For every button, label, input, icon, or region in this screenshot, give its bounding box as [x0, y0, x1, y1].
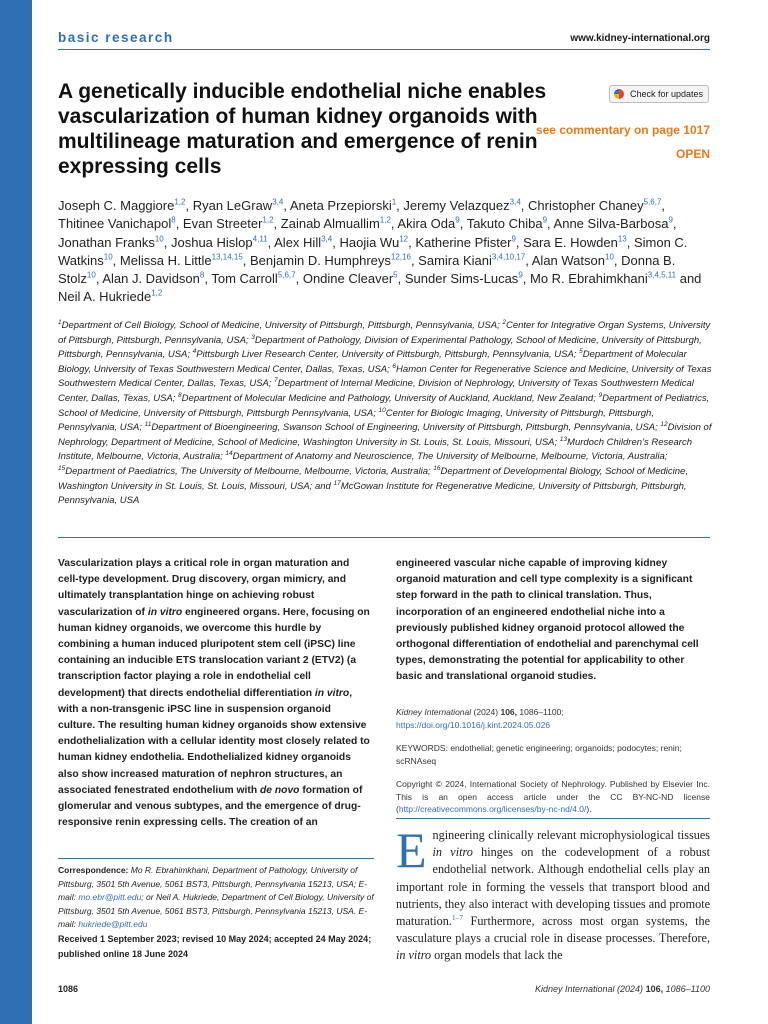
author-name: Sara E. Howden: [523, 234, 618, 250]
footer-year: (2024): [617, 984, 644, 994]
author-affiliation-marker[interactable]: 8: [199, 270, 205, 280]
abstract-text-right: engineered vascular niche capable of improving kidney organoid maturation and cell type complexity is a significant step forward in the path to clinical translation. Thus, incorporation of an engineered endothelial niche into a previously published kidney organoid protocol allowed the orthogonal differentiation of endothelial and parenchymal cell types, demonstrating the potential for applicability to other basic and translational organoid studies.: [396, 558, 699, 683]
abstract-segment: formation of glomerular and venous subtypes, and the emergence of drug-responsive renin expressing cells. The creation of an: [58, 784, 363, 829]
author-affiliation-marker[interactable]: 1,2: [262, 215, 274, 225]
author-affiliation-marker[interactable]: 12,16: [390, 252, 411, 262]
author-name: Akira Oda: [397, 216, 456, 232]
author-name: Anne Silva-Barbosa: [553, 216, 669, 232]
author-name: Christopher Chaney: [528, 198, 644, 213]
journal-url-link[interactable]: www.kidney-international.org: [570, 33, 710, 44]
affiliation-number: 8: [178, 391, 182, 399]
body-text-1: ngineering clinically relevant microphysiological tissues: [432, 828, 710, 842]
section-label: basic research: [58, 30, 174, 45]
keywords-line: [396, 742, 710, 767]
affiliation-number: 14: [225, 450, 233, 458]
author-name: Donna B. Stolz: [58, 252, 676, 287]
author-name: Alan Watson: [531, 252, 605, 268]
author-name: Mo R. Ebrahimkhani: [530, 271, 648, 287]
affiliation-text: Department of Anatomy and Neuroscience, The University of Melbourne, Melbourne, Victoria, Australia;: [232, 451, 668, 463]
abstract-italic-term: in vitro: [314, 687, 350, 699]
author-affiliation-marker[interactable]: 1,2: [379, 215, 391, 225]
abstract-italic-term: de novo: [259, 784, 300, 796]
author-name: Ondine Cleaver: [302, 271, 394, 287]
check-for-updates-button[interactable]: [609, 85, 709, 103]
commentary-link[interactable]: see commentary on page 1017: [535, 123, 710, 137]
received-dates: Received 1 September 2023; revised 10 May 2024; accepted 24 May 2024; published online 18 June 2024: [58, 934, 372, 959]
open-access-badge: OPEN: [675, 147, 710, 161]
body-text-4: organ models that lack the: [431, 948, 563, 963]
affiliation-number: 3: [251, 333, 255, 341]
affiliation-number: 6: [392, 362, 397, 370]
author-affiliation-marker[interactable]: 3,4,5,11: [647, 270, 677, 280]
author-affiliation-marker[interactable]: 3,4,10,17: [491, 252, 526, 262]
author-affiliation-marker[interactable]: 9: [668, 215, 673, 225]
affiliation-number: 15: [58, 464, 66, 472]
affiliation-text: Hamon Center for Regenerative Science and Medicine, University of Texas Southwestern Medical Center, Dallas, Texas, USA;: [58, 363, 712, 390]
abstract-divider: [58, 537, 710, 538]
author-affiliation-marker[interactable]: 13,14,15: [211, 252, 243, 262]
author-affiliation-marker[interactable]: 4,11: [252, 234, 268, 244]
author-affiliation-marker[interactable]: 10: [605, 252, 614, 262]
author-name: Zainab Almuallim: [280, 216, 380, 232]
citation-volume: 106,: [500, 707, 518, 717]
affiliation-number: 5: [579, 348, 583, 356]
affiliation-number: 16: [433, 464, 441, 472]
citation-block: [396, 706, 710, 816]
author-name: Alan J. Davidson: [102, 271, 200, 287]
author-name: Thitinee Vanichapol: [58, 216, 172, 232]
footer-pages: 1086–1100: [665, 984, 710, 994]
email-link-2[interactable]: hukriede@pitt.edu: [78, 919, 148, 929]
license-link[interactable]: http://creativecommons.org/licenses/by-nc-nd/4.0/: [398, 804, 587, 814]
correspondence-label: Correspondence:: [58, 865, 129, 875]
author-affiliation-marker[interactable]: 3,4: [272, 197, 284, 207]
copyright-end: ).: [586, 804, 592, 814]
affiliation-text: Division of Nephrology, Department of Medicine, School of Medicine, Washington University in St. Louis, St. Louis, Missouri, USA;: [58, 422, 712, 448]
affiliation-text: Murdoch Children’s Research Institute, Melbourne, Victoria, Australia;: [58, 436, 692, 463]
author-affiliation-marker[interactable]: 5,6,7: [277, 270, 296, 280]
author-affiliation-marker[interactable]: 1,2: [151, 289, 163, 299]
author-name: Samira Kiani: [418, 252, 492, 268]
author-affiliation-marker[interactable]: 3,4: [509, 197, 521, 207]
affiliation-text: Pittsburgh Liver Research Center, University of Pittsburgh, Pittsburgh, Pennsylvania, USA;: [196, 349, 577, 361]
author-affiliation-marker[interactable]: 5,6,7: [643, 197, 662, 207]
abstract-italic-term: in vitro: [147, 606, 183, 618]
citation-line: [396, 706, 710, 731]
affiliation-list: [58, 319, 714, 509]
affiliation-text: Department of Pathology, Division of Experimental Pathology, School of Medicine, University of Pittsburgh, Pittsburgh, Pennsylvania, USA;: [58, 334, 702, 361]
affiliation-text: Department of Pediatrics, School of Medicine, University of Pittsburgh, Pittsburgh Pennsylvania, USA;: [58, 392, 710, 419]
affiliation-number: 10: [378, 406, 386, 414]
author-name: Simon C. Watkins: [58, 234, 688, 268]
author-name: Takuto Chiba: [466, 216, 543, 232]
affiliation-text: Department of Molecular Medicine and Pathology, University of Auckland, Auckland, New Zealand;: [181, 392, 596, 404]
body-text-2: hinges on the codevelopment of a robust endothelial network. Although endothelial cells play an important role in forming the vessels that transport blood and nutrients, they also interact with developing tissues and promote maturation.: [396, 845, 711, 929]
author-name: Katherine Pfister: [415, 234, 512, 250]
affiliation-number: 17: [333, 479, 341, 487]
author-name: Joseph C. Maggiore: [58, 198, 175, 213]
doi-link[interactable]: https://doi.org/10.1016/j.kint.2024.05.026: [396, 719, 551, 730]
author-name: Tom Carroll: [211, 271, 278, 287]
check-for-updates-label: Check for updates: [630, 89, 704, 99]
keywords-text: endothelial; genetic engineering; organoids; podocytes; renin; scRNAseq: [396, 743, 682, 766]
email-link-1[interactable]: mo.ebr@pitt.edu: [78, 892, 142, 902]
left-accent-bar: [0, 0, 32, 1024]
correspondence-divider: [58, 858, 374, 859]
author-affiliation-marker[interactable]: 12: [399, 234, 409, 244]
citation-year: (2024): [473, 707, 499, 717]
author-name: Jeremy Velazquez: [403, 198, 510, 213]
footer-volume: 106,: [645, 984, 664, 994]
page-number: 1086: [58, 984, 79, 994]
author-affiliation-marker[interactable]: 10: [103, 252, 113, 262]
body-italic-1: in vitro: [432, 845, 473, 860]
author-name: Haojia Wu: [339, 234, 400, 250]
footer-journal-name: Kidney International: [534, 984, 615, 994]
affiliation-text: Center for Biologic Imaging, University of Pittsburgh, Pittsburgh, Pennsylvania, USA;: [58, 407, 654, 434]
author-affiliation-marker[interactable]: 8: [171, 215, 176, 225]
citation-pages: 1086–1100;: [519, 707, 564, 717]
correspondence-block: [58, 864, 374, 932]
author-affiliation-marker[interactable]: 3,4: [321, 234, 333, 244]
affiliation-text: Center for Integrative Organ Systems, University of Pittsburgh, Pittsburgh, Pennsylvania, USA;: [58, 320, 711, 346]
author-affiliation-marker[interactable]: 9: [455, 215, 460, 225]
abstract-segment: engineered organs. Here, focusing on human kidney organoids, we overcome this hurdle by combining a human induced pluripotent stem cell (iPSC) line containing an inducible ETS translocation variant 2 (ETV2) (a transcription factor playing a role in endothelial cell development) that directs endothelial differentiation: [58, 606, 370, 699]
copyright-notice: [396, 778, 710, 816]
affiliation-number: 12: [660, 421, 668, 428]
author-affiliation-marker[interactable]: 10: [86, 270, 96, 280]
author-affiliation-marker[interactable]: 1: [391, 197, 397, 207]
affiliation-text: Department of Paediatrics, The University of Melbourne, Melbourne, Victoria, Australia;: [65, 465, 431, 477]
abstract-segment: , with a non-transgenic iPSC line in suspension organoid culture. The resulting human kidney organoids show extensive endothelialization with a cellular identity most closely related to human kidney endothelia. Endothelialized kidney organoids also show increased maturation of nephron structures, an associated fenestrated endothelium with: [58, 687, 370, 796]
author-name: Alex Hill: [274, 234, 322, 250]
author-affiliation-marker[interactable]: 9: [511, 234, 516, 244]
affiliation-number: 13: [559, 435, 568, 443]
author-name: Jonathan Franks: [58, 234, 155, 250]
drop-cap: E: [396, 822, 427, 878]
copyright-text: Copyright © 2024, International Society of Nephrology. Published by Elsevier Inc. This is an open access article under the CC BY-NC-ND license (: [396, 779, 710, 814]
author-name: Evan Streeter: [182, 216, 263, 232]
affiliation-number: 11: [144, 421, 152, 428]
author-name: Benjamin D. Humphreys: [250, 252, 391, 268]
body-divider: [396, 818, 710, 819]
affiliation-number: 7: [274, 377, 278, 385]
author-affiliation-marker[interactable]: 5: [393, 270, 398, 280]
affiliation-text: McGowan Institute for Regenerative Medicine, University of Pittsburgh, Pittsburgh, Pennsylvania, USA: [58, 480, 687, 507]
author-affiliation-marker[interactable]: 1,2: [174, 197, 186, 207]
author-affiliation-marker[interactable]: 9: [518, 270, 523, 280]
author-name: Joshua Hislop: [170, 234, 253, 250]
body-italic-2: in vitro: [396, 948, 432, 963]
affiliation-number: 9: [598, 391, 603, 399]
author-name: Melissa H. Little: [119, 252, 212, 268]
footer-citation: [535, 984, 710, 994]
author-name: Neil A. Hukriede: [58, 289, 152, 305]
crossmark-icon: [614, 89, 624, 99]
article-title: A genetically inducible endothelial niche enables vascularization of human kidney organoids with multilineage maturation and emergence of renin expressing cells: [58, 80, 547, 178]
correspondence-text-2: ; or Neil A. Hukriede, Department of Cell Biology, University of Pittsburg, 3501 5th Avenue, 5061 BST3, Pittsburgh, Pennsylvania 15213, USA. E-mail:: [58, 892, 374, 929]
author-affiliation-marker[interactable]: 10: [154, 234, 164, 244]
reference-link[interactable]: 1–7: [451, 912, 464, 922]
citation-journal: Kidney International: [396, 707, 472, 717]
affiliation-number: 4: [192, 348, 197, 356]
abstract-text-left: [58, 556, 370, 831]
affiliation-text: Department of Developmental Biology, School of Medicine, Washington University in St. Louis, St. Louis, Missouri, USA; and: [58, 465, 688, 492]
keywords-label: KEYWORDS:: [396, 743, 448, 753]
author-list: Joseph C. Maggiore$^{1,2}$, Ryan LeGraw$^{3,4}$, Aneta Przepiorski$^1$, Jeremy Velazquez$^{3,4}$, Christopher Chaney$^{5,6,7}$, Thitinee Vanichapol$^8$, Evan Streeter$^{1,2}$, Zainab Almuallim$^{1,2}$, Akira Oda$^9$, Takuto Chiba$^9$, Anne Silva-Barbosa$^9$, Jonathan Franks$^{10}$, Joshua Hislop$^{4,11}$, Alex Hill$^{3,4}$, Haojia Wu$^{12}$, Katherine Pfister$^9$, Sara E. Howden$^{13}$, Simon C. Watkins$^{10}$, Melissa H. Little$^{13,14,15}$, Benjamin D. Humphreys$^{12,16}$, Samira Kiani$^{3,4,10,17}$, Alan Watson$^{10}$, Donna B. Stolz$^{10}$, Alan J. Davidson$^8$, Tom Carroll$^{5,6,7}$, Ondine Cleaver$^5$, Sunder Sims-Lucas$^9$, Mo R. Ebrahimkhani$^{3,4,5,11}$ and Neil A. Hukriede$^{1,2}$: [58, 197, 702, 305]
affiliation-text: Department of Cell Biology, School of Medicine, University of Pittsburgh, Pittsburgh, Pennsylvania, USA;: [61, 320, 500, 331]
header-divider: [58, 49, 710, 50]
author-name: Sunder Sims-Lucas: [404, 271, 519, 287]
affiliation-number: 2: [502, 318, 506, 326]
correspondence-text-1: Mo R. Ebrahimkhani, Department of Pathology, University of Pittsburg, 3501 5th Avenue, 5061 BST3, Pittsburgh, Pennsylvania 15213, USA; E-mail:: [58, 865, 368, 902]
author-name: Ryan LeGraw: [192, 198, 273, 213]
affiliation-number: 1: [58, 318, 62, 326]
author-affiliation-marker[interactable]: 9: [542, 215, 548, 225]
abstract-segment: Vascularization plays a critical role in organ maturation and cell-type development. Drug discovery, organ mimicry, and ultimately transplantation hinge on achieving robust vascularization of: [58, 558, 350, 618]
body-paragraph: [396, 822, 711, 965]
affiliation-text: Department of Internal Medicine, Division of Nephrology, University of Texas Southwestern Medical Center, Dallas, Texas, USA;: [58, 378, 694, 404]
affiliation-text: Department of Molecular Biology, University of Texas Southwestern Medical Center, Dallas, Texas, USA;: [58, 349, 687, 375]
author-name: Aneta Przepiorski: [289, 198, 392, 213]
body-text-3: Furthermore, across most organ systems, the vasculature plays a crucial role in disease processes. Therefore,: [396, 914, 710, 946]
author-affiliation-marker[interactable]: 13: [617, 234, 627, 244]
affiliation-text: Department of Bioengineering, Swanson School of Engineering, University of Pittsburgh, Pittsburgh, Pennsylvania, USA;: [151, 422, 658, 434]
